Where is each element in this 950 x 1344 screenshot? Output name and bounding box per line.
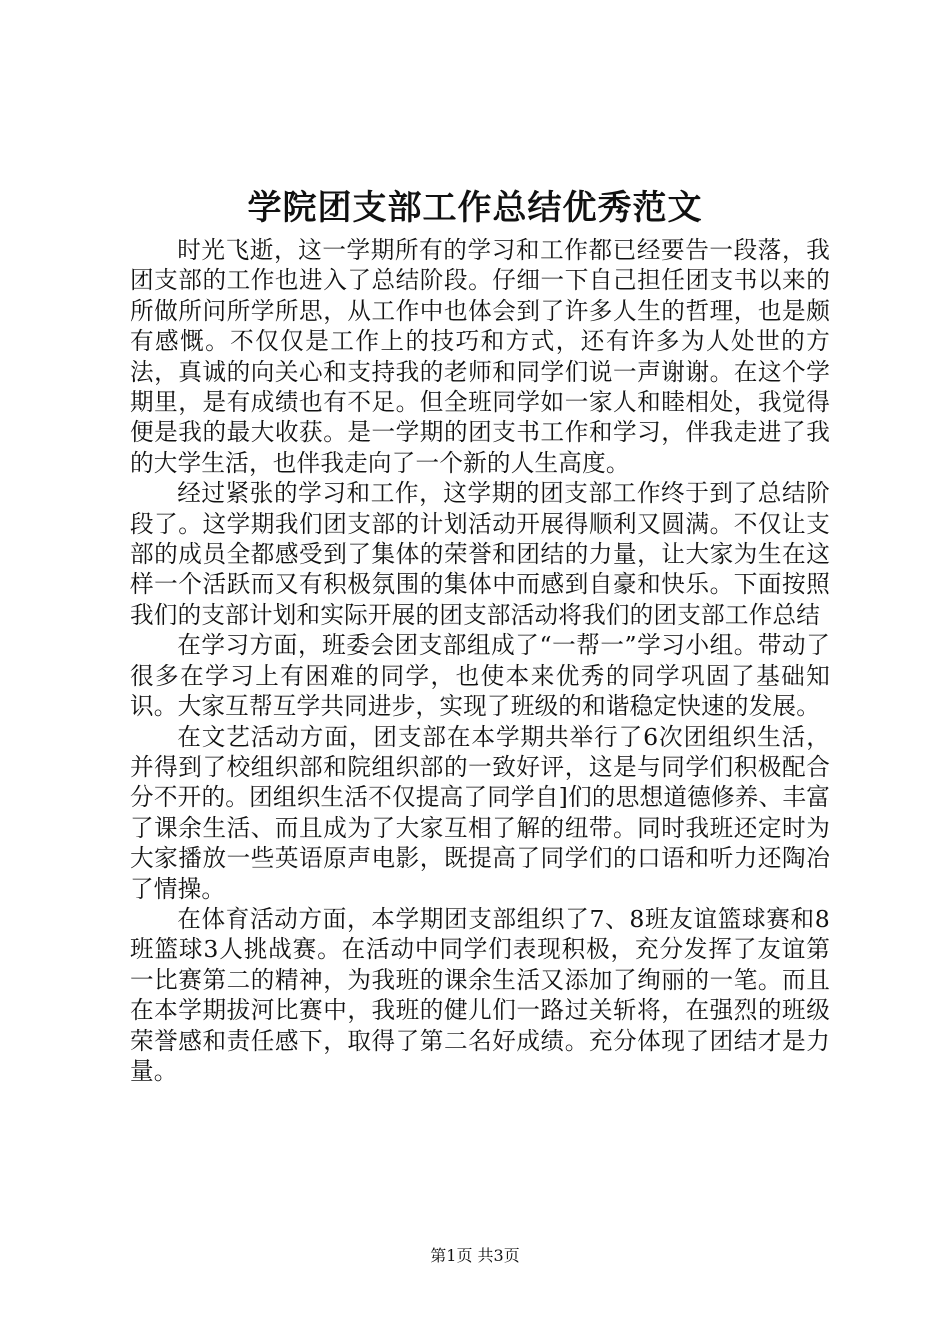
- paragraph-2: 经过紧张的学习和工作，这学期的团支部工作终于到了总结阶段了。这学期我们团支部的计划活动开展得顺利又圆满。不仅让支部的成员全都感受到了集体的荣誉和团结的力量，让大家为生在这样一个活跃而又有积极氛围的集体中而感到自豪和快乐。下面按照我们的支部计划和实际开展的团支部活动将我们的团支部工作总结: [130, 479, 830, 629]
- document-title: 学院团支部工作总结优秀范文: [247, 188, 703, 228]
- paragraph-1: 时光飞逝，这一学期所有的学习和工作都已经要告一段落，我团支部的工作也进入了总结阶段。仔细一下自己担任团支书以来的所做所问所学所思，从工作中也体会到了许多人生的哲理，也是颇有感慨。不仅仅是工作上的技巧和方式，还有许多为人处世的方法，真诚的向关心和支持我的老师和同学们说一声谢谢。在这个学期里，是有成绩也有不足。但全班同学如一家人和睦相处，我觉得便是我的最大收获。是一学期的团支书工作和学习，伴我走进了我的大学生活，也伴我走向了一个新的人生高度。: [130, 236, 830, 477]
- paragraph-5: 在体育活动方面，本学期团支部组织了7、8班友谊篮球赛和8班篮球3人挑战赛。在活动中同学们表现积极，充分发挥了友谊第一比赛第二的精神，为我班的课余生活又添加了绚丽的一笔。而且在本学期拔河比赛中，我班的健儿们一路过关斩将，在强烈的班级荣誉感和责任感下，取得了第二名好成绩。充分体现了团结才是力量。: [130, 904, 830, 1085]
- document-body: [130, 235, 830, 1086]
- paragraph-4: 在文艺活动方面，团支部在本学期共举行了6次团组织生活，并得到了校组织部和院组织部的一致好评，这是与同学们积极配合分不开的。团组织生活不仅提高了同学自]们的思想道德修养、丰富了课余生活、而且成为了大家互相了解的纽带。同时我班还定时为大家播放一些英语原声电影，既提高了同学们的口语和听力还陶冶了情操。: [130, 722, 830, 903]
- page-footer: 第1页 共3页: [430, 1246, 520, 1265]
- paragraph-3: 在学习方面，班委会团支部组成了“一帮一”学习小组。带动了很多在学习上有困难的同学，也使本来优秀的同学巩固了基础知识。大家互帮互学共同进步，实现了班级的和谐稳定快速的发展。: [130, 631, 830, 721]
